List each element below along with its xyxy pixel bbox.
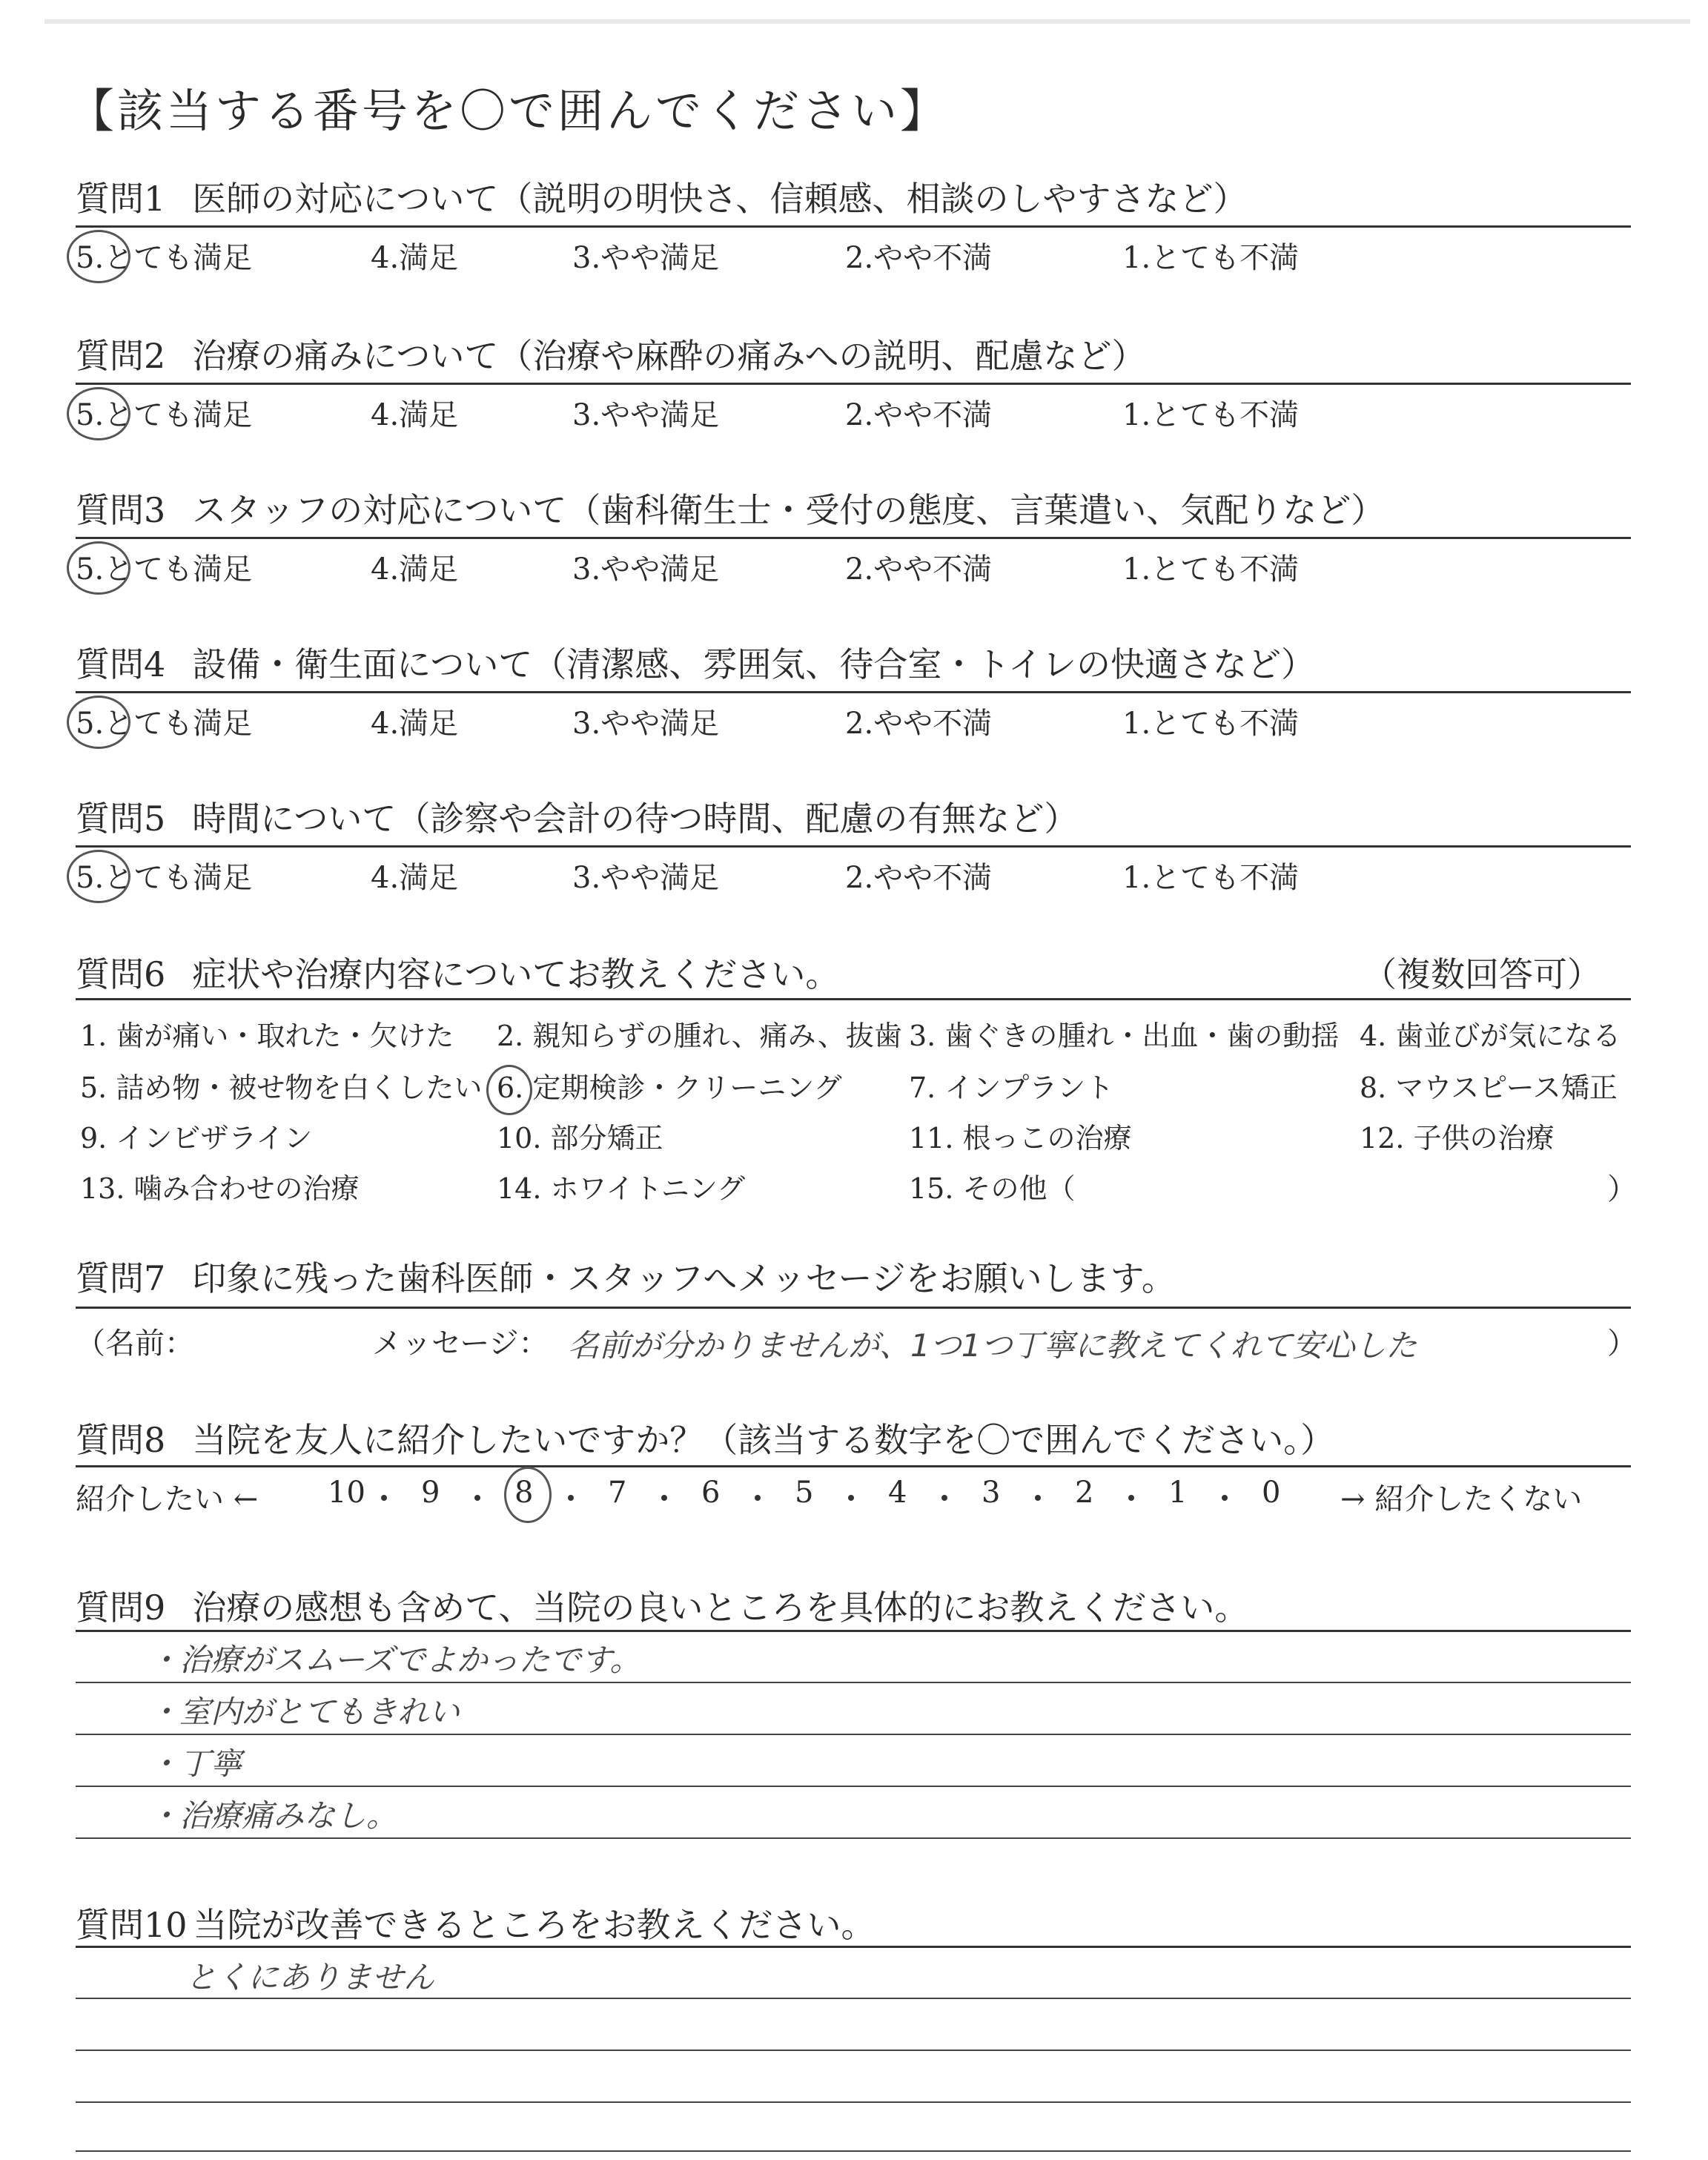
- q4-option-2: 2.やや不満: [845, 707, 993, 741]
- q5-option-3: 3.やや満足: [572, 861, 720, 895]
- q5-option-4: 4.満足: [371, 861, 459, 895]
- q9-answer-4: ・治療痛みなし。: [148, 1797, 398, 1834]
- q7-close-paren: ）: [1607, 1327, 1637, 1361]
- q8-scale-9: 9: [421, 1476, 440, 1510]
- q7-message-label: メッセージ：: [372, 1327, 549, 1361]
- q6-number: 質問6: [76, 954, 166, 994]
- q5-rule: [76, 845, 1631, 848]
- scan-top-edge: [44, 19, 1690, 24]
- q6-option-8: 8. マウスピース矯正: [1360, 1071, 1618, 1104]
- q1-option-4: 4.満足: [371, 241, 459, 275]
- q9-answer-2: ・室内がとてもきれい: [148, 1694, 460, 1730]
- q5-heading: [76, 792, 1078, 841]
- q10-line-2: [76, 1998, 1631, 1999]
- q9-answer-1: ・治療がスムーズでよかったです。: [148, 1642, 641, 1678]
- q5-text: 時間について（診察や会計の待つ時間、配慮の有無など）: [192, 799, 1079, 839]
- q3-option-5: 5.とても満足: [76, 552, 253, 587]
- q9-line-1: [76, 1630, 1631, 1632]
- q2-heading: [76, 329, 1145, 378]
- q2-text: 治療の痛みについて（治療や麻酔の痛みへの説明、配慮など）: [192, 336, 1146, 376]
- q5-option-1: 1.とても不満: [1122, 861, 1300, 895]
- q2-option-3: 3.やや満足: [572, 398, 720, 432]
- q6-text: 症状や治療内容についてお教えください。: [192, 954, 840, 994]
- q5-option-5: 5.とても満足: [76, 861, 253, 895]
- q9-line-2: [76, 1682, 1631, 1683]
- q4-text: 設備・衛生面について（清潔感、雰囲気、待合室・トイレの快適さなど）: [192, 644, 1316, 684]
- q8-heading: [76, 1413, 1334, 1462]
- q9-line-4: [76, 1786, 1631, 1787]
- q6-option-7: 7. インプラント: [909, 1071, 1114, 1104]
- q6-option-4: 4. 歯並びが気になる: [1360, 1020, 1621, 1052]
- q8-scale-0: 0: [1262, 1476, 1281, 1510]
- q3-number: 質問3: [76, 490, 166, 530]
- q8-selection-circle: [504, 1467, 552, 1523]
- q8-scale-10: 10: [328, 1476, 365, 1510]
- q8-scale-dot: [661, 1495, 667, 1501]
- q6-option-6: 6. 定期検診・クリーニング: [497, 1071, 842, 1104]
- q1-number: 質問1: [76, 179, 166, 219]
- q6-heading: [76, 948, 839, 997]
- q9-line-5: [76, 1837, 1631, 1839]
- q6-note: （複数回答可）: [1363, 954, 1601, 994]
- q3-option-2: 2.やや不満: [845, 552, 993, 587]
- q8-rule: [76, 1465, 1631, 1467]
- q1-selection-circle: [67, 230, 130, 283]
- q8-right-label: → 紹介したくない: [1340, 1482, 1583, 1516]
- q2-option-2: 2.やや不満: [845, 398, 993, 432]
- q1-heading: [76, 172, 1248, 221]
- q6-option-2: 2. 親知らずの腫れ、痛み、抜歯: [497, 1020, 902, 1052]
- q2-option-1: 1.とても不満: [1122, 398, 1300, 432]
- q8-scale-dot: [1035, 1495, 1041, 1501]
- q5-selection-circle: [67, 850, 130, 903]
- q8-scale-dot: [755, 1495, 761, 1501]
- q10-number: 質問10: [76, 1905, 188, 1945]
- q6-option-14: 14. ホワイトニング: [497, 1172, 746, 1205]
- q1-option-5: 5.とても満足: [76, 241, 253, 275]
- q8-scale-dot: [1128, 1495, 1134, 1501]
- q8-number: 質問8: [76, 1420, 166, 1460]
- q10-line-1: [76, 1946, 1631, 1948]
- q7-text: 印象に残った歯科医師・スタッフへメッセージをお願いします。: [192, 1258, 1176, 1298]
- q3-selection-circle: [67, 541, 130, 595]
- q6-option-15: 15. その他（: [909, 1172, 1076, 1205]
- q6-option-10: 10. 部分矯正: [497, 1122, 663, 1155]
- q8-scale-1: 1: [1168, 1476, 1188, 1510]
- q6-rule: [76, 998, 1631, 1000]
- q7-rule: [76, 1307, 1631, 1309]
- q8-scale-dot: [848, 1495, 854, 1501]
- q10-line-5: [76, 2150, 1631, 2152]
- q4-selection-circle: [67, 696, 130, 749]
- q6-other-close-paren: ）: [1607, 1172, 1637, 1206]
- q1-option-3: 3.やや満足: [572, 241, 720, 275]
- q10-text: 当院が改善できるところをお教えください。: [193, 1905, 875, 1945]
- q1-option-2: 2.やや不満: [845, 241, 993, 275]
- q6-option-1: 1. 歯が痛い・取れた・欠けた: [80, 1020, 454, 1052]
- q6-option-5: 5. 詰め物・被せ物を白くしたい: [80, 1071, 483, 1104]
- q4-option-1: 1.とても不満: [1122, 707, 1300, 741]
- q6-option-9: 9. インビザライン: [80, 1122, 313, 1155]
- q3-option-4: 4.満足: [371, 552, 459, 587]
- q8-scale-dot: [381, 1495, 387, 1501]
- q8-scale-4: 4: [888, 1476, 907, 1510]
- q8-scale-6: 6: [701, 1476, 721, 1510]
- q8-scale-3: 3: [982, 1476, 1001, 1510]
- q2-option-4: 4.満足: [371, 398, 459, 432]
- q8-left-label: 紹介したい ←: [76, 1482, 259, 1516]
- q8-scale-8: 8: [514, 1476, 534, 1510]
- form-title: 【該当する番号を〇で囲んでください】: [68, 84, 950, 138]
- q4-number: 質問4: [76, 644, 166, 684]
- q9-line-3: [76, 1734, 1631, 1735]
- q6-option-11: 11. 根っこの治療: [909, 1122, 1132, 1155]
- q6-option-3: 3. 歯ぐきの腫れ・出血・歯の動揺: [909, 1020, 1340, 1052]
- q10-line-3: [76, 2050, 1631, 2051]
- q7-number: 質問7: [76, 1258, 166, 1298]
- q6-option-12: 12. 子供の治療: [1360, 1122, 1555, 1155]
- q9-number: 質問9: [76, 1588, 166, 1628]
- q4-option-4: 4.満足: [371, 707, 459, 741]
- q1-option-1: 1.とても不満: [1122, 241, 1300, 275]
- q1-text: 医師の対応について（説明の明快さ、信頼感、相談のしやすさなど）: [192, 179, 1248, 219]
- q10-line-4: [76, 2101, 1631, 2103]
- q5-option-2: 2.やや不満: [845, 861, 993, 895]
- q9-answer-3: ・丁寧: [148, 1745, 242, 1782]
- q6-option-13: 13. 噛み合わせの治療: [80, 1172, 360, 1205]
- q9-heading: [76, 1581, 1248, 1630]
- q10-heading: [76, 1898, 875, 1947]
- q7-name-label: （名前：: [76, 1327, 194, 1361]
- q5-number: 質問5: [76, 799, 166, 839]
- q3-option-1: 1.とても不満: [1122, 552, 1300, 587]
- q7-heading: [76, 1252, 1176, 1301]
- q3-heading: [76, 483, 1385, 532]
- q2-number: 質問2: [76, 336, 166, 376]
- q4-option-3: 3.やや満足: [572, 707, 720, 741]
- q8-scale-dot: [1222, 1495, 1228, 1501]
- q8-scale-5: 5: [795, 1476, 814, 1510]
- q10-answer-1: とくにありません: [185, 1959, 435, 1995]
- q1-rule: [76, 225, 1631, 228]
- q8-scale-dot: [568, 1495, 574, 1501]
- q6-selection-circle: [486, 1065, 532, 1115]
- q8-scale-7: 7: [608, 1476, 627, 1510]
- q2-rule: [76, 383, 1631, 385]
- q8-scale-2: 2: [1075, 1476, 1094, 1510]
- q2-selection-circle: [67, 387, 130, 440]
- q8-scale-dot: [941, 1495, 947, 1501]
- q3-text: スタッフの対応について（歯科衛生士・受付の態度、言葉遣い、気配りなど）: [192, 490, 1386, 530]
- q2-option-5: 5.とても満足: [76, 398, 253, 432]
- q8-scale-dot: [474, 1495, 480, 1501]
- q4-rule: [76, 691, 1631, 693]
- q4-heading: [76, 638, 1315, 687]
- q8-text: 当院を友人に紹介したいですか？（該当する数字を〇で囲んでください。）: [192, 1420, 1335, 1460]
- q3-option-3: 3.やや満足: [572, 552, 720, 587]
- q9-text: 治療の感想も含めて、当院の良いところを具体的にお教えください。: [192, 1588, 1249, 1628]
- q7-message-handwritten: 名前が分かりませんが、1つ1つ丁寧に教えてくれて安心した: [568, 1327, 1417, 1364]
- q4-option-5: 5.とても満足: [76, 707, 253, 741]
- q3-rule: [76, 537, 1631, 539]
